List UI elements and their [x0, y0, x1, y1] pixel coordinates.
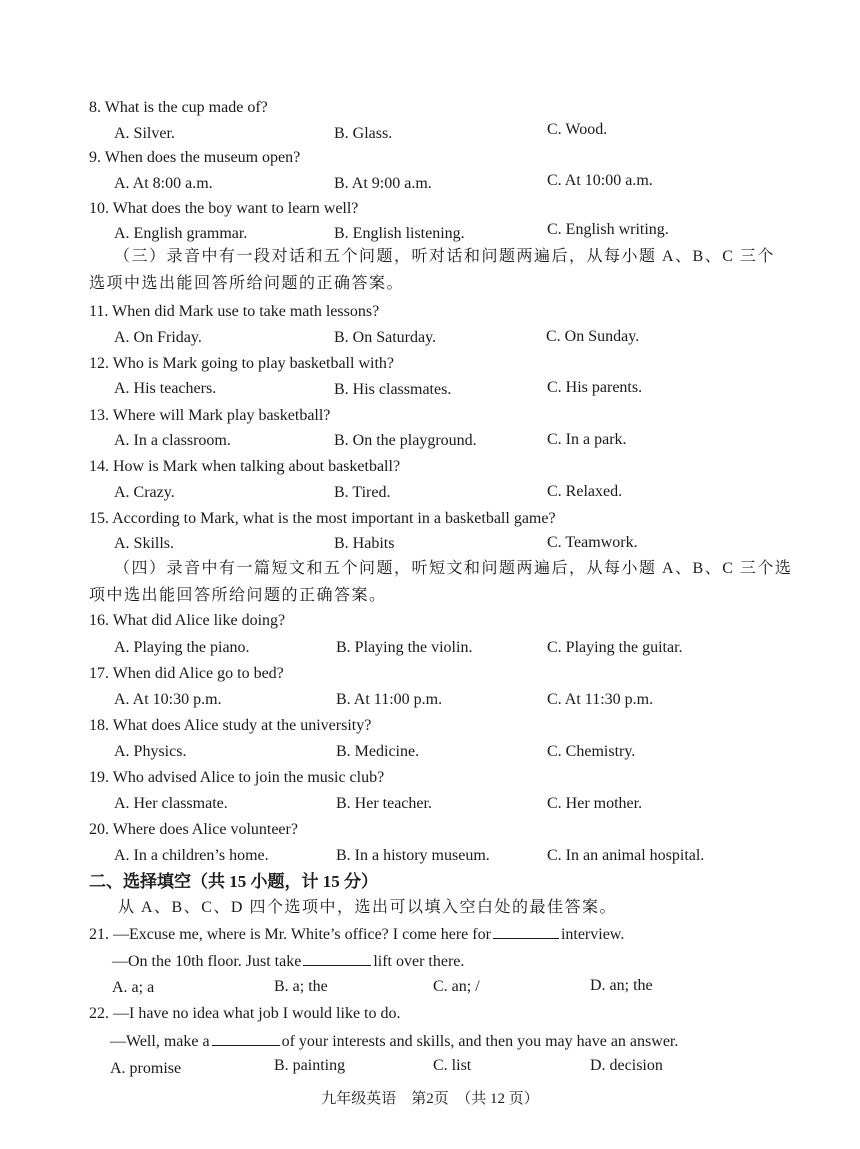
answer-blank	[303, 951, 371, 966]
question-text: of your interests and skills, and then you may have an answer.	[281, 1033, 679, 1050]
question-stem: 20. Where does Alice volunteer?	[89, 821, 298, 838]
option-b: B. painting	[274, 1057, 346, 1074]
question-text: —On the 10th floor. Just take	[112, 953, 302, 970]
question-text: lift over there.	[373, 953, 465, 970]
option-c: C. Playing the guitar.	[547, 639, 683, 656]
question-22-line2	[110, 1031, 678, 1052]
question-stem: 19. Who advised Alice to join the music club?	[89, 769, 385, 786]
option-c: C. His parents.	[547, 379, 643, 396]
option-a: A. In a children’s home.	[114, 847, 269, 864]
option-b: B. Medicine.	[336, 743, 420, 760]
answer-blank	[212, 1031, 280, 1046]
option-a: A. Silver.	[114, 125, 175, 142]
question-stem: 14. How is Mark when talking about basketball?	[89, 458, 401, 475]
question-text: 21. —Excuse me, where is Mr. White’s office? I come here for	[89, 926, 491, 943]
question-stem: 13. Where will Mark play basketball?	[89, 407, 331, 424]
question-stem: 10. What does the boy want to learn well?	[89, 200, 359, 217]
option-c: C. At 10:00 a.m.	[547, 172, 653, 189]
question-text: —Well, make a	[110, 1033, 210, 1050]
option-b: B. On Saturday.	[334, 329, 437, 346]
question-stem: 12. Who is Mark going to play basketball with?	[89, 355, 394, 372]
question-21-line2	[112, 951, 464, 972]
option-a: A. At 8:00 a.m.	[114, 175, 213, 192]
option-a: A. Skills.	[114, 535, 175, 552]
option-b: B. Habits	[334, 535, 395, 552]
part3-instruction-cont: 选项中选出能回答所给问题的正确答案。	[89, 275, 405, 292]
option-b: B. Her teacher.	[336, 795, 432, 812]
page-footer: 九年级英语 第2页 （共 12 页）	[321, 1091, 539, 1107]
section-heading: 二、选择填空（共 15 小题，计 15 分）	[89, 872, 378, 891]
option-c: C. Her mother.	[547, 795, 643, 812]
option-b: B. Playing the violin.	[336, 639, 473, 656]
option-b: B. At 11:00 p.m.	[336, 691, 443, 708]
option-c: C. an; /	[433, 978, 480, 995]
option-a: A. Her classmate.	[114, 795, 228, 812]
question-stem: 16. What did Alice like doing?	[89, 612, 286, 629]
question-22-line1: 22. —I have no idea what job I would like to do.	[89, 1005, 401, 1022]
option-b: B. Tired.	[334, 484, 391, 501]
option-b: B. English listening.	[334, 225, 465, 242]
option-a: A. a; a	[112, 979, 155, 996]
option-b: B. a; the	[274, 978, 328, 995]
option-c: C. In a park.	[547, 431, 627, 448]
option-c: C. At 11:30 p.m.	[547, 691, 654, 708]
option-a: A. Physics.	[114, 743, 187, 760]
option-c: C. In an animal hospital.	[547, 847, 705, 864]
option-d: D. decision	[590, 1057, 663, 1074]
question-21-line1	[89, 924, 624, 945]
part3-instruction: （三）录音中有一段对话和五个问题，听对话和问题两遍后，从每小题 A、B、C 三个	[114, 248, 775, 265]
question-stem: 15. According to Mark, what is the most important in a basketball game?	[89, 510, 556, 527]
option-c: C. On Sunday.	[546, 328, 640, 345]
question-stem: 8. What is the cup made of?	[89, 99, 268, 116]
option-a: A. Crazy.	[114, 484, 175, 501]
option-a: A. In a classroom.	[114, 432, 231, 449]
option-a: A. English grammar.	[114, 225, 248, 242]
option-b: B. His classmates.	[334, 381, 452, 398]
option-a: A. Playing the piano.	[114, 639, 250, 656]
part4-instruction: （四）录音中有一篇短文和五个问题，听短文和问题两遍后，从每小题 A、B、C 三个选	[114, 560, 793, 577]
question-stem: 11. When did Mark use to take math lessons?	[89, 303, 380, 320]
question-text: interview.	[560, 926, 625, 943]
question-stem: 9. When does the museum open?	[89, 149, 301, 166]
part4-instruction-cont: 项中选出能回答所给问题的正确答案。	[89, 587, 387, 604]
question-stem: 17. When did Alice go to bed?	[89, 665, 284, 682]
option-a: A. At 10:30 p.m.	[114, 691, 222, 708]
answer-blank	[493, 924, 559, 939]
option-c: C. Relaxed.	[547, 483, 623, 500]
option-b: B. At 9:00 a.m.	[334, 175, 432, 192]
option-a: A. His teachers.	[114, 380, 217, 397]
question-stem: 18. What does Alice study at the university?	[89, 717, 372, 734]
option-a: A. promise	[110, 1060, 182, 1077]
option-b: B. In a history museum.	[336, 847, 490, 864]
option-c: C. list	[433, 1057, 472, 1074]
option-b: B. Glass.	[334, 125, 393, 142]
option-c: C. English writing.	[547, 221, 669, 238]
option-a: A. On Friday.	[114, 329, 202, 346]
option-b: B. On the playground.	[334, 432, 477, 449]
section-instruction: 从 A、B、C、D 四个选项中，选出可以填入空白处的最佳答案。	[118, 899, 617, 916]
option-d: D. an; the	[590, 977, 653, 994]
option-c: C. Teamwork.	[547, 534, 638, 551]
option-c: C. Wood.	[547, 121, 608, 138]
option-c: C. Chemistry.	[547, 743, 636, 760]
